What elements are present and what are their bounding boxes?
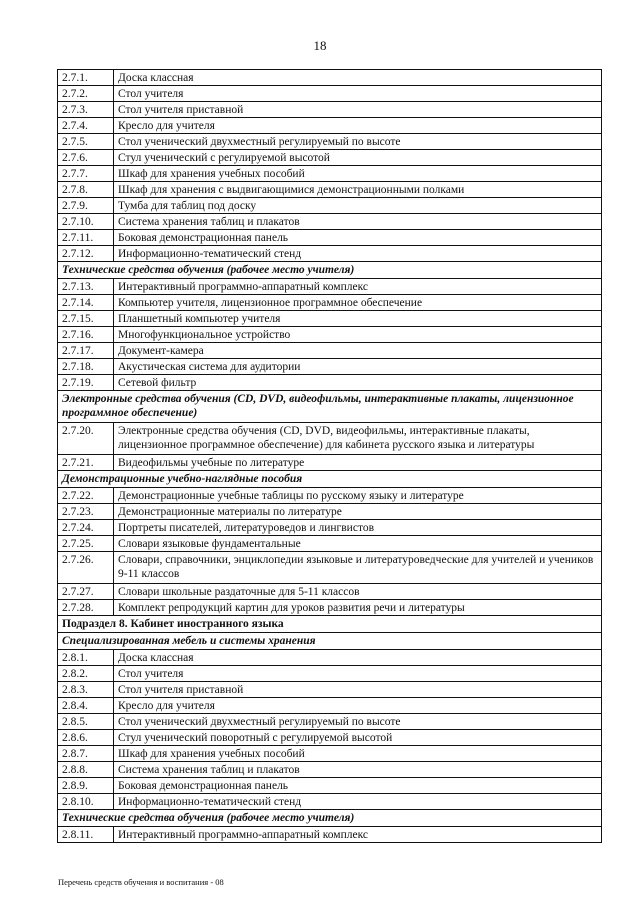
table-row: [58, 311, 602, 327]
item-number: 2.7.24.: [58, 520, 114, 536]
item-number: 2.8.7.: [58, 746, 114, 762]
item-number: 2.7.21.: [58, 455, 114, 471]
table-row: [58, 423, 602, 455]
item-number: 2.8.3.: [58, 682, 114, 698]
item-number: 2.7.27.: [58, 584, 114, 600]
item-name: Словари школьные раздаточные для 5-11 классов: [114, 584, 602, 600]
table-row: [58, 520, 602, 536]
item-name: Шкаф для хранения с выдвигающимися демонстрационными полками: [114, 182, 602, 198]
section-heading: Технические средства обучения (рабочее место учителя): [58, 810, 602, 827]
page-number: 18: [313, 38, 327, 53]
table-row: [58, 166, 602, 182]
item-name: Компьютер учителя, лицензионное программное обеспечение: [114, 295, 602, 311]
item-number: 2.7.23.: [58, 504, 114, 520]
item-name: Многофункциональное устройство: [114, 327, 602, 343]
table-row: [58, 794, 602, 810]
table-row: [58, 600, 602, 616]
table-row: [58, 730, 602, 746]
equipment-table: [57, 69, 602, 843]
table-row: [58, 746, 602, 762]
section-heading-row: [58, 262, 602, 279]
item-name: Электронные средства обучения (CD, DVD, видеофильмы, интерактивные плакаты, лицензионное программное обеспечение) для кабинета русского языка и литературы: [114, 423, 602, 455]
item-number: 2.8.1.: [58, 650, 114, 666]
item-number: 2.7.5.: [58, 134, 114, 150]
table-row: [58, 714, 602, 730]
item-name: Стол учителя: [114, 86, 602, 102]
item-name: Доска классная: [114, 70, 602, 86]
item-number: 2.7.22.: [58, 488, 114, 504]
item-name: Шкаф для хранения учебных пособий: [114, 746, 602, 762]
item-number: 2.7.15.: [58, 311, 114, 327]
item-number: 2.8.8.: [58, 762, 114, 778]
item-number: 2.7.14.: [58, 295, 114, 311]
section-heading: Технические средства обучения (рабочее место учителя): [58, 262, 602, 279]
item-number: 2.7.6.: [58, 150, 114, 166]
table-row: [58, 536, 602, 552]
item-name: Кресло для учителя: [114, 698, 602, 714]
item-number: 2.7.13.: [58, 279, 114, 295]
item-name: Боковая демонстрационная панель: [114, 778, 602, 794]
table-row: [58, 650, 602, 666]
table-row: [58, 666, 602, 682]
item-number: 2.7.9.: [58, 198, 114, 214]
table-row: [58, 86, 602, 102]
item-number: 2.7.12.: [58, 246, 114, 262]
table-row: [58, 698, 602, 714]
item-name: Стол ученический двухместный регулируемый по высоте: [114, 134, 602, 150]
item-name: Демонстрационные учебные таблицы по русскому языку и литературе: [114, 488, 602, 504]
subsection-heading-row: [58, 616, 602, 633]
item-number: 2.8.10.: [58, 794, 114, 810]
item-number: 2.7.26.: [58, 552, 114, 584]
table-row: [58, 182, 602, 198]
table-row: [58, 504, 602, 520]
item-name: Стол учителя приставной: [114, 682, 602, 698]
table-row: [58, 295, 602, 311]
item-name: Шкаф для хранения учебных пособий: [114, 166, 602, 182]
item-name: Документ-камера: [114, 343, 602, 359]
table-row: [58, 230, 602, 246]
item-name: Боковая демонстрационная панель: [114, 230, 602, 246]
item-number: 2.7.25.: [58, 536, 114, 552]
table-row: [58, 762, 602, 778]
item-name: Комплект репродукций картин для уроков развития речи и литературы: [114, 600, 602, 616]
item-number: 2.8.11.: [58, 827, 114, 843]
item-name: Стол учителя: [114, 666, 602, 682]
item-name: Акустическая система для аудитории: [114, 359, 602, 375]
item-number: 2.8.9.: [58, 778, 114, 794]
table-row: [58, 778, 602, 794]
item-number: 2.7.18.: [58, 359, 114, 375]
table-row: [58, 552, 602, 584]
item-number: 2.7.17.: [58, 343, 114, 359]
table-row: [58, 827, 602, 843]
section-heading-row: [58, 633, 602, 650]
item-number: 2.7.20.: [58, 423, 114, 455]
table-row: [58, 134, 602, 150]
table-row: [58, 343, 602, 359]
table-row: [58, 359, 602, 375]
item-number: 2.7.1.: [58, 70, 114, 86]
item-name: Видеофильмы учебные по литературе: [114, 455, 602, 471]
table-row: [58, 488, 602, 504]
item-name: Стул ученический с регулируемой высотой: [114, 150, 602, 166]
table-row: [58, 682, 602, 698]
item-number: 2.7.11.: [58, 230, 114, 246]
item-number: 2.8.6.: [58, 730, 114, 746]
table-row: [58, 584, 602, 600]
item-number: 2.7.10.: [58, 214, 114, 230]
section-heading: Специализированная мебель и системы хранения: [58, 633, 602, 650]
table-row: [58, 279, 602, 295]
table-row: [58, 118, 602, 134]
subsection-heading: Подраздел 8. Кабинет иностранного языка: [58, 616, 602, 633]
section-heading-row: [58, 391, 602, 423]
table-row: [58, 455, 602, 471]
item-name: Сетевой фильтр: [114, 375, 602, 391]
item-name: Демонстрационные материалы по литературе: [114, 504, 602, 520]
item-name: Доска классная: [114, 650, 602, 666]
item-number: 2.7.16.: [58, 327, 114, 343]
table-row: [58, 102, 602, 118]
table-row: [58, 327, 602, 343]
section-heading-row: [58, 810, 602, 827]
item-name: Информационно-тематический стенд: [114, 794, 602, 810]
section-heading: Электронные средства обучения (CD, DVD, видеофильмы, интерактивные плакаты, лицензионное программное обеспечение): [58, 391, 602, 423]
table-row: [58, 375, 602, 391]
item-number: 2.8.2.: [58, 666, 114, 682]
table-row: [58, 150, 602, 166]
item-name: Стул ученический поворотный с регулируемой высотой: [114, 730, 602, 746]
item-number: 2.7.4.: [58, 118, 114, 134]
table-row: [58, 70, 602, 86]
item-number: 2.7.3.: [58, 102, 114, 118]
section-heading: Демонстрационные учебно-наглядные пособия: [58, 471, 602, 488]
item-name: Кресло для учителя: [114, 118, 602, 134]
item-name: Система хранения таблиц и плакатов: [114, 214, 602, 230]
item-number: 2.7.28.: [58, 600, 114, 616]
item-number: 2.7.7.: [58, 166, 114, 182]
item-name: Интерактивный программно-аппаратный комплекс: [114, 279, 602, 295]
table-row: [58, 246, 602, 262]
item-name: Система хранения таблиц и плакатов: [114, 762, 602, 778]
item-number: 2.8.5.: [58, 714, 114, 730]
table-row: [58, 214, 602, 230]
section-heading-row: [58, 471, 602, 488]
item-number: 2.7.2.: [58, 86, 114, 102]
item-number: 2.8.4.: [58, 698, 114, 714]
item-name: Планшетный компьютер учителя: [114, 311, 602, 327]
item-name: Информационно-тематический стенд: [114, 246, 602, 262]
equipment-table-body: [58, 70, 602, 843]
item-name: Портреты писателей, литературоведов и лингвистов: [114, 520, 602, 536]
item-name: Стол ученический двухместный регулируемый по высоте: [114, 714, 602, 730]
item-name: Тумба для таблиц под доску: [114, 198, 602, 214]
item-name: Интерактивный программно-аппаратный комплекс: [114, 827, 602, 843]
item-name: Словари языковые фундаментальные: [114, 536, 602, 552]
item-name: Стол учителя приставной: [114, 102, 602, 118]
page-footer: Перечень средств обучения и воспитания - 08: [58, 877, 224, 887]
item-number: 2.7.19.: [58, 375, 114, 391]
table-row: [58, 198, 602, 214]
item-number: 2.7.8.: [58, 182, 114, 198]
item-name: Словари, справочники, энциклопедии языковые и литературоведческие для учителей и учеников 9-11 классов: [114, 552, 602, 584]
